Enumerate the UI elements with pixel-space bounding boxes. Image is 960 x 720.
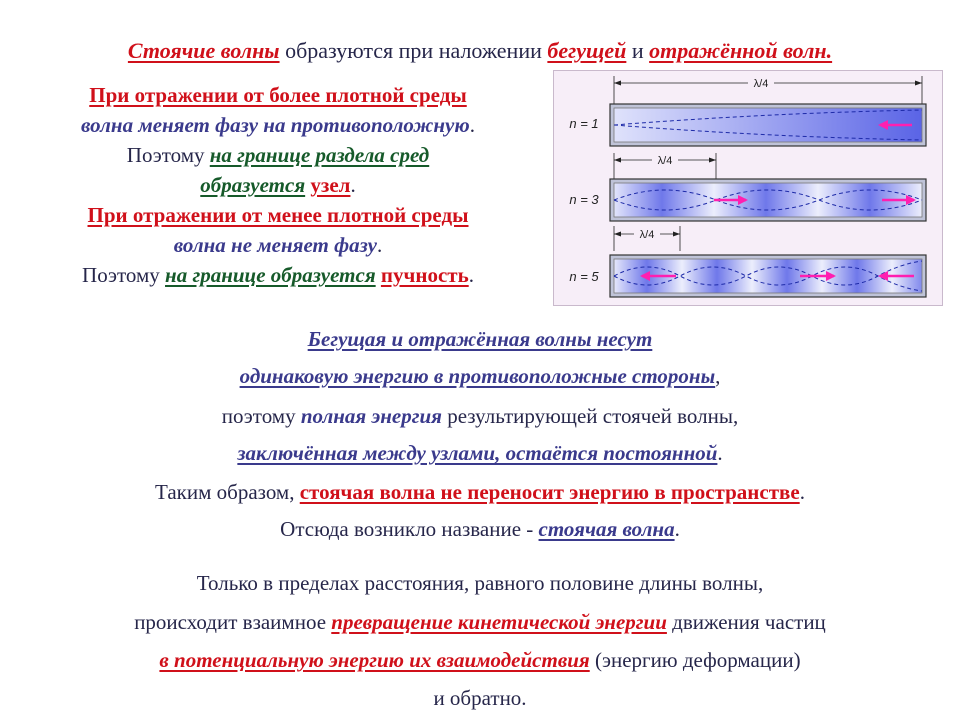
- node-text: узел: [310, 173, 351, 197]
- denser-medium-text: При отражении от более плотной среды: [89, 83, 467, 107]
- body-line-3-text: поэтому: [221, 404, 301, 428]
- body-line-2-comma: ,: [715, 364, 721, 388]
- body-line-7-text: Только в пределах расстояния, равного половине длины волны,: [196, 571, 764, 595]
- body-line-5-dot: .: [799, 480, 805, 504]
- body-line-1: [0, 329, 960, 350]
- body-line-8: [0, 612, 960, 633]
- less-dense-medium-text: При отражении от менее плотной среды: [87, 203, 469, 227]
- energy-statement-2: одинаковую энергию в противоположные стороны: [239, 364, 716, 388]
- body-line-6: [0, 519, 960, 540]
- no-phase-change-text: волна не меняет фазу: [173, 233, 377, 257]
- body-line-8-rest: движения частиц: [666, 610, 826, 634]
- title-text-2: и: [626, 38, 650, 63]
- body-line-3: [0, 406, 960, 427]
- left-line-4: [18, 170, 538, 200]
- body-line-6-text: Отсюда возникло название -: [280, 517, 539, 541]
- boundary-forms-text: на границе образуется: [165, 263, 376, 287]
- body-line-4: [0, 443, 960, 464]
- title-text-1: образуются при наложении: [279, 38, 548, 63]
- lambda-label-1: λ/4: [753, 78, 769, 90]
- potential-energy-text: в потенциальную энергию их взаимодействия: [159, 648, 590, 672]
- left-line-4-dot: .: [350, 173, 356, 197]
- left-line-3-text: Поэтому: [126, 143, 210, 167]
- left-line-7: [18, 260, 538, 290]
- phase-change-text: волна меняет фазу на противоположную: [81, 113, 470, 137]
- left-line-7-dot: .: [468, 263, 474, 287]
- body-line-3-rest: результирующей стоячей волны,: [441, 404, 739, 428]
- title-reflected: отражённой волн.: [649, 38, 833, 63]
- body-line-5-text: Таким образом,: [155, 480, 300, 504]
- body-line-7: [0, 573, 960, 594]
- body-line-10-text: и обратно.: [433, 686, 527, 710]
- body-line-9-rest: (энергию деформации): [589, 648, 801, 672]
- energy-constant-text: заключённая между узлами, остаётся постоянной: [237, 441, 718, 465]
- mode-label-n5: n = 5: [569, 269, 599, 284]
- total-energy-text: полная энергия: [300, 404, 442, 428]
- standing-wave-figure: [553, 70, 943, 306]
- body-line-4-dot: .: [717, 441, 723, 465]
- page-title: [0, 40, 960, 62]
- body-line-5: [0, 482, 960, 503]
- no-energy-transfer-text: стоячая волна не переносит энергию в пространстве: [299, 480, 800, 504]
- standing-wave-name: стоячая волна: [538, 517, 675, 541]
- body-line-2: [0, 366, 960, 387]
- lambda-label-2: λ/4: [657, 155, 673, 167]
- mode-label-n3: n = 3: [569, 192, 599, 207]
- body-line-6-dot: .: [674, 517, 680, 541]
- tube-n3: [610, 179, 926, 221]
- left-line-3: [18, 140, 538, 170]
- forms-text: образуется: [200, 173, 306, 197]
- body-line-10: [0, 688, 960, 709]
- left-line-6: [18, 230, 538, 260]
- title-standing-waves: Стоячие волны: [127, 38, 280, 63]
- left-line-6-dot: .: [376, 233, 383, 257]
- reflection-explanation: [18, 80, 538, 290]
- kinetic-energy-text: превращение кинетической энергии: [331, 610, 667, 634]
- antinode-text: пучность: [380, 263, 469, 287]
- left-line-5: [18, 200, 538, 230]
- boundary-text: на границе раздела сред: [209, 143, 430, 167]
- tube-n1: [610, 104, 926, 146]
- left-line-1: [18, 80, 538, 110]
- standing-wave-diagram: [554, 71, 942, 305]
- title-running: бегущей: [547, 38, 627, 63]
- energy-statement-1: Бегущая и отражённая волны несут: [307, 327, 653, 351]
- body-line-8-text: происходит взаимное: [134, 610, 332, 634]
- body-line-9: [0, 650, 960, 671]
- mode-label-n1: n = 1: [569, 116, 599, 131]
- lambda-label-3: λ/4: [639, 229, 655, 241]
- left-line-2-dot: .: [469, 113, 475, 137]
- tube-n5: [610, 255, 926, 297]
- left-line-7-text: Поэтому: [82, 263, 166, 287]
- left-line-2: [18, 110, 538, 140]
